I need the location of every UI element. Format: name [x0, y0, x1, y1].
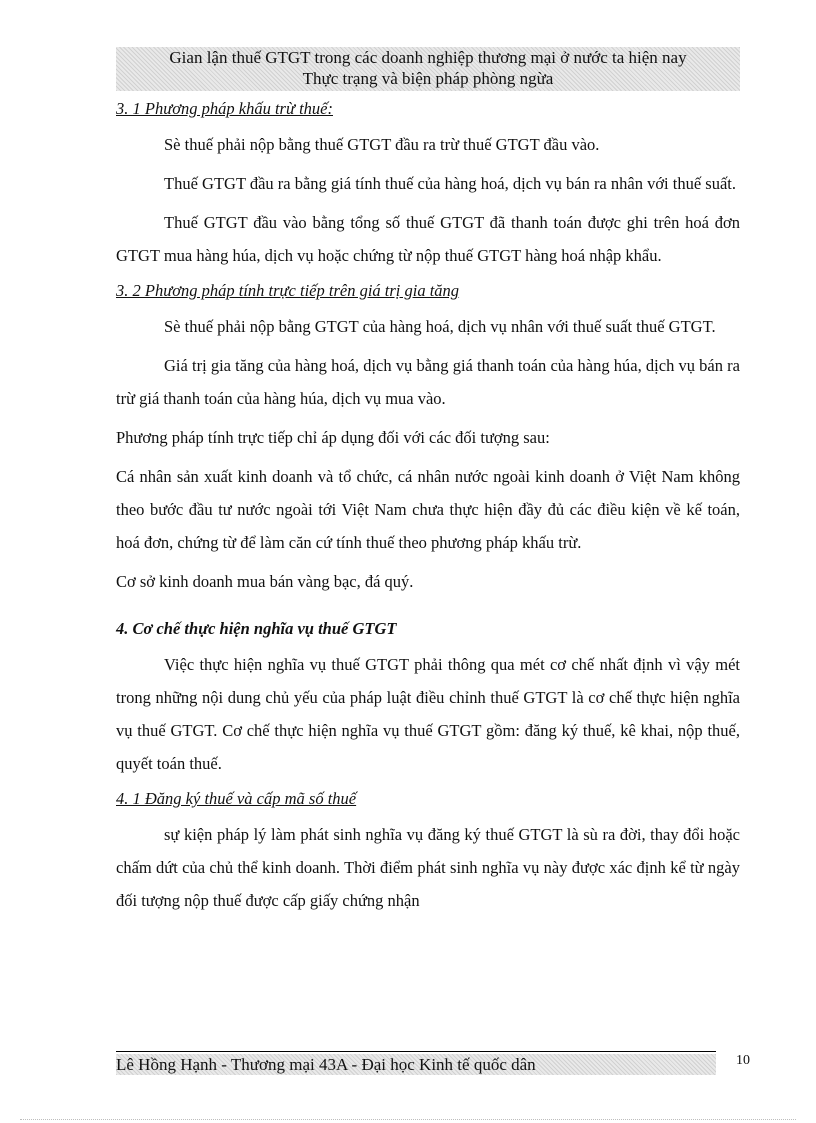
section-4-heading: 4. Cơ chế thực hiện nghĩa vụ thuế GTGT	[116, 619, 397, 638]
document-body	[116, 96, 740, 923]
paragraph: Cá nhân sản xuất kinh doanh và tổ chức, cá nhân nước ngoài kinh doanh ở Việt Nam không theo bước đầu tư nước ngoài tới Việt Nam chưa thực hiện đầy đủ các điều kiện về kế toán, hoá đơn, chứng từ để làm căn cứ tính thuế theo phương pháp khấu trừ.	[116, 467, 740, 552]
paragraph: Sè thuế phải nộp bằng thuế GTGT đầu ra trừ thuế GTGT đầu vào.	[164, 135, 600, 154]
paragraph: Sè thuế phải nộp bằng GTGT của hàng hoá, dịch vụ nhân với thuế suất thuế GTGT.	[164, 317, 716, 336]
section-3-2-heading: 3. 2 Phương pháp tính trực tiếp trên giá trị gia tăng	[116, 281, 460, 300]
header-title-line-2: Thực trạng và biện pháp phòng ngừa	[302, 69, 554, 88]
paragraph: sự kiện pháp lý làm phát sinh nghĩa vụ đăng ký thuế GTGT là sù ra đời, thay đổi hoặc chấm dứt của chủ thể kinh doanh. Thời điểm phát sinh nghĩa vụ này được xác định kể từ ngày đối tượng nộp thuế được cấp giấy chứng nhận	[116, 825, 740, 910]
paragraph: Thuế GTGT đầu ra bằng giá tính thuế của hàng hoá, dịch vụ bán ra nhân với thuế suất.	[164, 174, 737, 193]
page-number: 10	[736, 1053, 750, 1068]
page-header	[116, 47, 740, 91]
paragraph: Cơ sở kinh doanh mua bán vàng bạc, đá quý.	[116, 572, 414, 591]
paragraph: Phương pháp tính trực tiếp chỉ áp dụng đối với các đối tượng sau:	[116, 428, 550, 447]
footer-divider	[116, 1051, 716, 1052]
section-4-1-heading: 4. 1 Đăng ký thuế và cấp mã số thuế	[116, 789, 357, 808]
page-edge-divider	[20, 1119, 796, 1120]
paragraph: Việc thực hiện nghĩa vụ thuế GTGT phải thông qua mét cơ chế nhất định vì vậy mét trong những nội dung chủ yếu của pháp luật điều chỉnh thuế GTGT là cơ chế thực hiện nghĩa vụ thuế GTGT. Cơ chế thực hiện nghĩa vụ thuế GTGT gồm: đăng ký thuế, kê khai, nộp thuế, quyết toán thuế.	[116, 655, 740, 773]
paragraph: Thuế GTGT đầu vào bằng tổng số thuế GTGT đã thanh toán được ghi trên hoá đơn GTGT mua hàng húa, dịch vụ hoặc chứng từ nộp thuế GTGT hàng hoá nhập khẩu.	[116, 213, 740, 265]
header-title-line-1: Gian lận thuế GTGT trong các doanh nghiệp thương mại ở nước ta hiện nay	[169, 48, 687, 67]
page-footer: Lê Hồng Hạnh - Thương mại 43A - Đại học Kinh tế quốc dân	[116, 1054, 716, 1075]
section-3-1-heading: 3. 1 Phương pháp khấu trừ thuế:	[116, 99, 333, 118]
paragraph: Giá trị gia tăng của hàng hoá, dịch vụ bằng giá thanh toán của hàng húa, dịch vụ bán ra trừ giá thanh toán của hàng húa, dịch vụ mua vào.	[116, 356, 740, 408]
